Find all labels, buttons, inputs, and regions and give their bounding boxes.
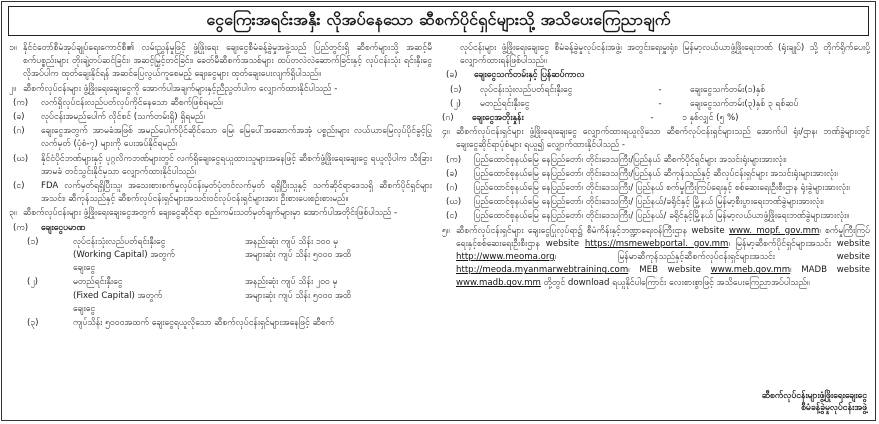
signature-block (762, 390, 867, 414)
paragraph-3: ၃။ ဆီစက်လုပ်ငန်းများ ဖွံ့ဖြိုးရေးချေးငွေအတွက် ချေးငွေဆိုင်ရာ စည်းကမ်းသတ်မှတ်ချက်များမှာ အောက်ပါအတိုင်းဖြစ်ပါသည် - (9, 208, 398, 219)
loan-min: အနည်းဆုံး ကျပ် သိန်း ၁၀၀ မှ (245, 236, 338, 247)
interest-rate-row: (ဂ) ချေးငွေအတိုးနှုန်း - ၁ နှစ်လျှင် (၅ %) (442, 113, 739, 124)
office-item: (က) ပြည်ထောင်စုနယ်မြေ နေပြည်တော်၊ တိုင်းဒေသကြီး/ပြည်နယ် ဆီစက်ပိုင်ရှင်များ အသင်းရုံးများအားလုံး၊ (446, 154, 787, 165)
paragraph-1: ၁။ နိုင်ငံတော်စီမံအုပ်ချုပ်ရေးကောင်စီ၏ လမ်းညွှန်မှုဖြင့် ဖွံ့ဖြိုးရေး ချေးငွေစီမံခန့်ခွဲမှုအဖွဲ့သည် ပြည်တွင်းရှိ ဆီစက်များသို့ အဆင့်မီစက်ပစ္စည်းများ တိုးချဲ့တပ်ဆင်ခြင်း၊ အဆင့်မြှင့်တင်ခြင်း၊ ခေတ်မီဆီစက်အသစ်များ ထပ်တလဲလဲဆောက်ခြင်းနှင့် လုပ်ငန်းသုံး ရင်းနှီးငွေလိုအပ်ပါက ထုတ်ချေးနိုင်ရန် အဆင်ပြေလွယ်ကူစေမည့် ချေးငွေများ ထုတ်ချေးပေးလျက်ရှိပါသည်။ (9, 43, 432, 80)
loan-max: အများဆုံး ကျပ် သိန်း ၅၀၀၀ အထိ (245, 250, 352, 261)
loan-name-en: (Working Capital) အတွက် (73, 250, 176, 261)
office-item: (ဃ) ပြည်ထောင်စုနယ်မြေ နေပြည်တော်၊ တိုင်းဒေသကြီး/ ပြည်နယ်/ခရိုင်နှင့် မြို့နယ် မြန်မာ့စီးပွားရေးဘဏ်ခွဲများအားလုံး၊ (446, 197, 824, 208)
loan-tail: ချေးငွေ (73, 303, 96, 314)
signature-line-1: ဆီစက်လုပ်ငန်းများဖွံ့ဖြိုးရေးချေးငွေ (761, 391, 867, 401)
loan-tail: ချေးငွေ (73, 263, 96, 274)
condition-item: (က) လက်ရှိလုပ်ငန်းလည်ပတ်လုပ်ကိုင်နေသော ဆီစက်ဖြစ်ရမည်၊ (13, 97, 223, 108)
meoda-link[interactable]: http://meoda.myanmarwebtraining.com (456, 265, 629, 276)
madb-link[interactable]: www.madb.gov.mm (456, 278, 541, 289)
paragraph-5: ၅။ ဆီစက်လုပ်ငန်းရှင်များ ချေးငွေပြုလုပ်ရာ၌ စီမံကိန်းနှင့်ဘဏ္ဍာရေးဝန်ကြီးဌာန website www. mopf. gov.mm၊ စက်မှုကြီးကြပ်ရေးနှင့်စစ်ဆေးရေးဦးစီးဌာန website https://msmewebportal. gov.mm၊ မြန်မာ့ဆီစက်ပိုင်ရှင်များအသင်း website http://www.meoma.org၊ မြန်မာဆီကုန်သည်နှင့်ဆီစက်လုပ်ငန်းရှင်များအသင်း website http://meoda.myanmarwebtraining.com၊ MEB website www.meb.gov.mm၊ MADB website www.madb.gov.mm တို့တွင် download ရယူနိုင်ပါကြောင်း လေးစားစွာဖြင့် အသိပေးကြေညာအပ်ပါသည်။ (442, 225, 871, 289)
term-heading: (ခ) ချေးငွေသက်တမ်းနှင့် ပြန်ဆပ်ကာလ (446, 70, 585, 81)
left-column (9, 42, 432, 331)
loan-name: မတည်ရင်းနှီးငွေ (73, 277, 123, 288)
msme-link[interactable]: https://msmewebportal. gov.mm (584, 238, 729, 249)
announcement-frame (1, 1, 876, 421)
loan-row-working-capital: (၁) လုပ်ငန်းသုံးလည်ပတ်ရင်းနှီးငွေ (Working Capital) အတွက် ချေးငွေ အနည်းဆုံး ကျပ် သိန်း ၁၀၀ မှ အများဆုံး ကျပ် သိန်း ၅၀၀၀ အထိ (27, 236, 352, 274)
condition-item: (ဃ) နိုင်ငံပိုင်ဘဏ်များနှင့် ပုဂ္ဂလိကဘဏ်များတွင် လက်ရှိချေးငွေရယူထားသူများအနေဖြင့် ဆီစက်ဖွံ့ဖြိုးရေးချေးငွေ ရယူလိုပါက သီးခြားအာမခံ တင်သွင်းနိုင်မှသာ လျှောက်ထားနိုင်ပါသည်၊ (13, 153, 432, 177)
paragraph-4: ၄။ ဆီစက်လုပ်ငန်းရှင်များ ဖွံ့ဖြိုးရေးချေးငွေ လျှောက်ထားရယူလိုသော ဆီစက်လုပ်ငန်းရှင်များသည် အောက်ပါ ရုံး/ဌာန၊ ဘဏ်ခွဲများတွင် ချေးငွေဆိုင်ရာပုံစံများ ရယူ၍ လျှောက်ထားနိုင်ပါသည် - (442, 127, 870, 151)
loan-row-large: (၃) ကျပ်သိန်း ၅၀၀၀အထက် ချေးငွေရယူလိုသော ဆီစက်လုပ်ငန်းရှင်များအနေဖြင့် ဆီစက် (27, 318, 335, 329)
loan-name-en: (Fixed Capital) အတွက် (73, 290, 163, 301)
loan-max: အများဆုံး ကျပ် သိန်း ၅၀၀၀ အထိ (245, 290, 352, 301)
loan-amount-heading: (က) ချေးငွေပမာဏ (13, 222, 86, 233)
office-item: (ဂ) ပြည်ထောင်စုနယ်မြေ နေပြည်တော်၊ တိုင်းဒေသကြီး/ ပြည်နယ် စက်မှုကြီးကြပ်ရေးနှင့် စစ်ဆေးရေးဦးစီးဌာန ရုံးခွဲများအားလုံး၊ (446, 183, 850, 194)
office-item: (င) ပြည်ထောင်စုနယ်မြေ နေပြည်တော်၊ တိုင်းဒေသကြီး/ ပြည်နယ်/ ခရိုင်နှင့်မြို့နယ် မြန်မာ့လယ်ယာဖွံ့ဖြိုးရေးဘဏ်ခွဲများအားလုံး။ (446, 211, 849, 222)
meoma-link[interactable]: http://www.meoma.org (456, 252, 555, 263)
condition-item: (င) FDA လက်မှတ်ရရှိပြီးသူ၊ အသေးစားစက်မှုလုပ်ငန်းမှတ်ပုံတင်လက်မှတ် ရရှိပြီးသူနှင့် သက်ဆိုင်ရာဒေသရှိ ဆီစက်ပိုင်ရှင်များအသင်း၊ ဆီကုန်သည်နှင့် ဆီစက်လုပ်ငန်းရှင်များအသင်းဝင်လုပ်ငန်းရှင်များအား ဦးစားပေးစဉ်းစားမည်။ (13, 181, 432, 205)
loan-min: အနည်းဆုံး ကျပ် သိန်း ၂၀၀ မှ (245, 277, 338, 288)
condition-item: (ဂ) ချေးငွေအတွက် အာမခံအဖြစ် အမည်ပေါက်ပိုင်ဆိုင်သော မြေ၊ မြေပေါ်အဆောက်အအုံ ပစ္စည်းများ လယ်ယာမြေလုပ်ပိုင်ခွင့်ပြုလက်မှတ် (ပုံစံ-၇) များကို ပေးအပ်နိုင်ရမည်၊ (13, 126, 432, 150)
continuation-text: လုပ်ငန်းများ ဖွံ့ဖြိုးရေးချေးငွေ စီမံခန့်ခွဲမှုလုပ်ငန်းအဖွဲ့၊ အတွင်းရေးမှူးရုံး၊ မြန်မာ့လယ်ယာဖွံ့ဖြိုးရေးဘဏ် (ရုံးချုပ်) သို့ တိုက်ရိုက်ပေးပို့ လျှောက်ထားရန်ဖြစ်ပါသည်။ (460, 43, 870, 67)
loan-row-fixed-capital: (၂) မတည်ရင်းနှီးငွေ (Fixed Capital) အတွက် ချေးငွေ အနည်းဆုံး ကျပ် သိန်း ၂၀၀ မှ အများဆုံး ကျပ် သိန်း ၅၀၀၀ အထိ (27, 277, 352, 314)
term-row: (၁) လုပ်ငန်းသုံးလည်ပတ်ရင်းနှီးငွေ - ချေးငွေသက်တမ်း(၁)နှစ် (450, 84, 766, 95)
loan-name: လုပ်ငန်းသုံးလည်ပတ်ရင်းနှီးငွေ (73, 236, 166, 247)
condition-item: (ခ) လုပ်ငန်းအမည်ပေါက် လိုင်စင် (သက်တမ်းရှိ) ရှိရမည်၊ (13, 112, 205, 123)
paragraph-2: ၂။ ဆီစက်လုပ်ငန်းများ ဖွံ့ဖြိုးရေးချေးငွေကို အောက်ပါအချက်များနှင့်ညီညွတ်ပါက လျှောက်ထားနိုင်ပါသည် - (9, 83, 338, 94)
right-column (442, 42, 870, 292)
term-row: (၂) မတည်ရင်းနှီးငွေ - ချေးငွေသက်တမ်း(၃)နှစ် ၃ ရစ်ဆပ် (450, 98, 799, 109)
meb-link[interactable]: www.meb.gov.mm (710, 265, 791, 276)
announcement-title: ငွေကြေးအရင်းအနှီး လိုအပ်နေသော ဆီစက်ပိုင်ရှင်များသို့ အသိပေးကြေညာချက် (8, 6, 869, 36)
signature-line-2: စီမံခန့်ခွဲမှုလုပ်ငန်းအဖွဲ့ (801, 403, 867, 413)
office-item: (ခ) ပြည်ထောင်စုနယ်မြေ နေပြည်တော်၊ တိုင်းဒေသကြီး/ပြည်နယ် ဆီကုန်သည်နှင့် ဆီလုပ်ငန်းရှင်များ အသင်းရုံးများအားလုံး၊ (446, 168, 838, 179)
mopf-link[interactable]: www. mopf. gov.mm (728, 225, 820, 236)
